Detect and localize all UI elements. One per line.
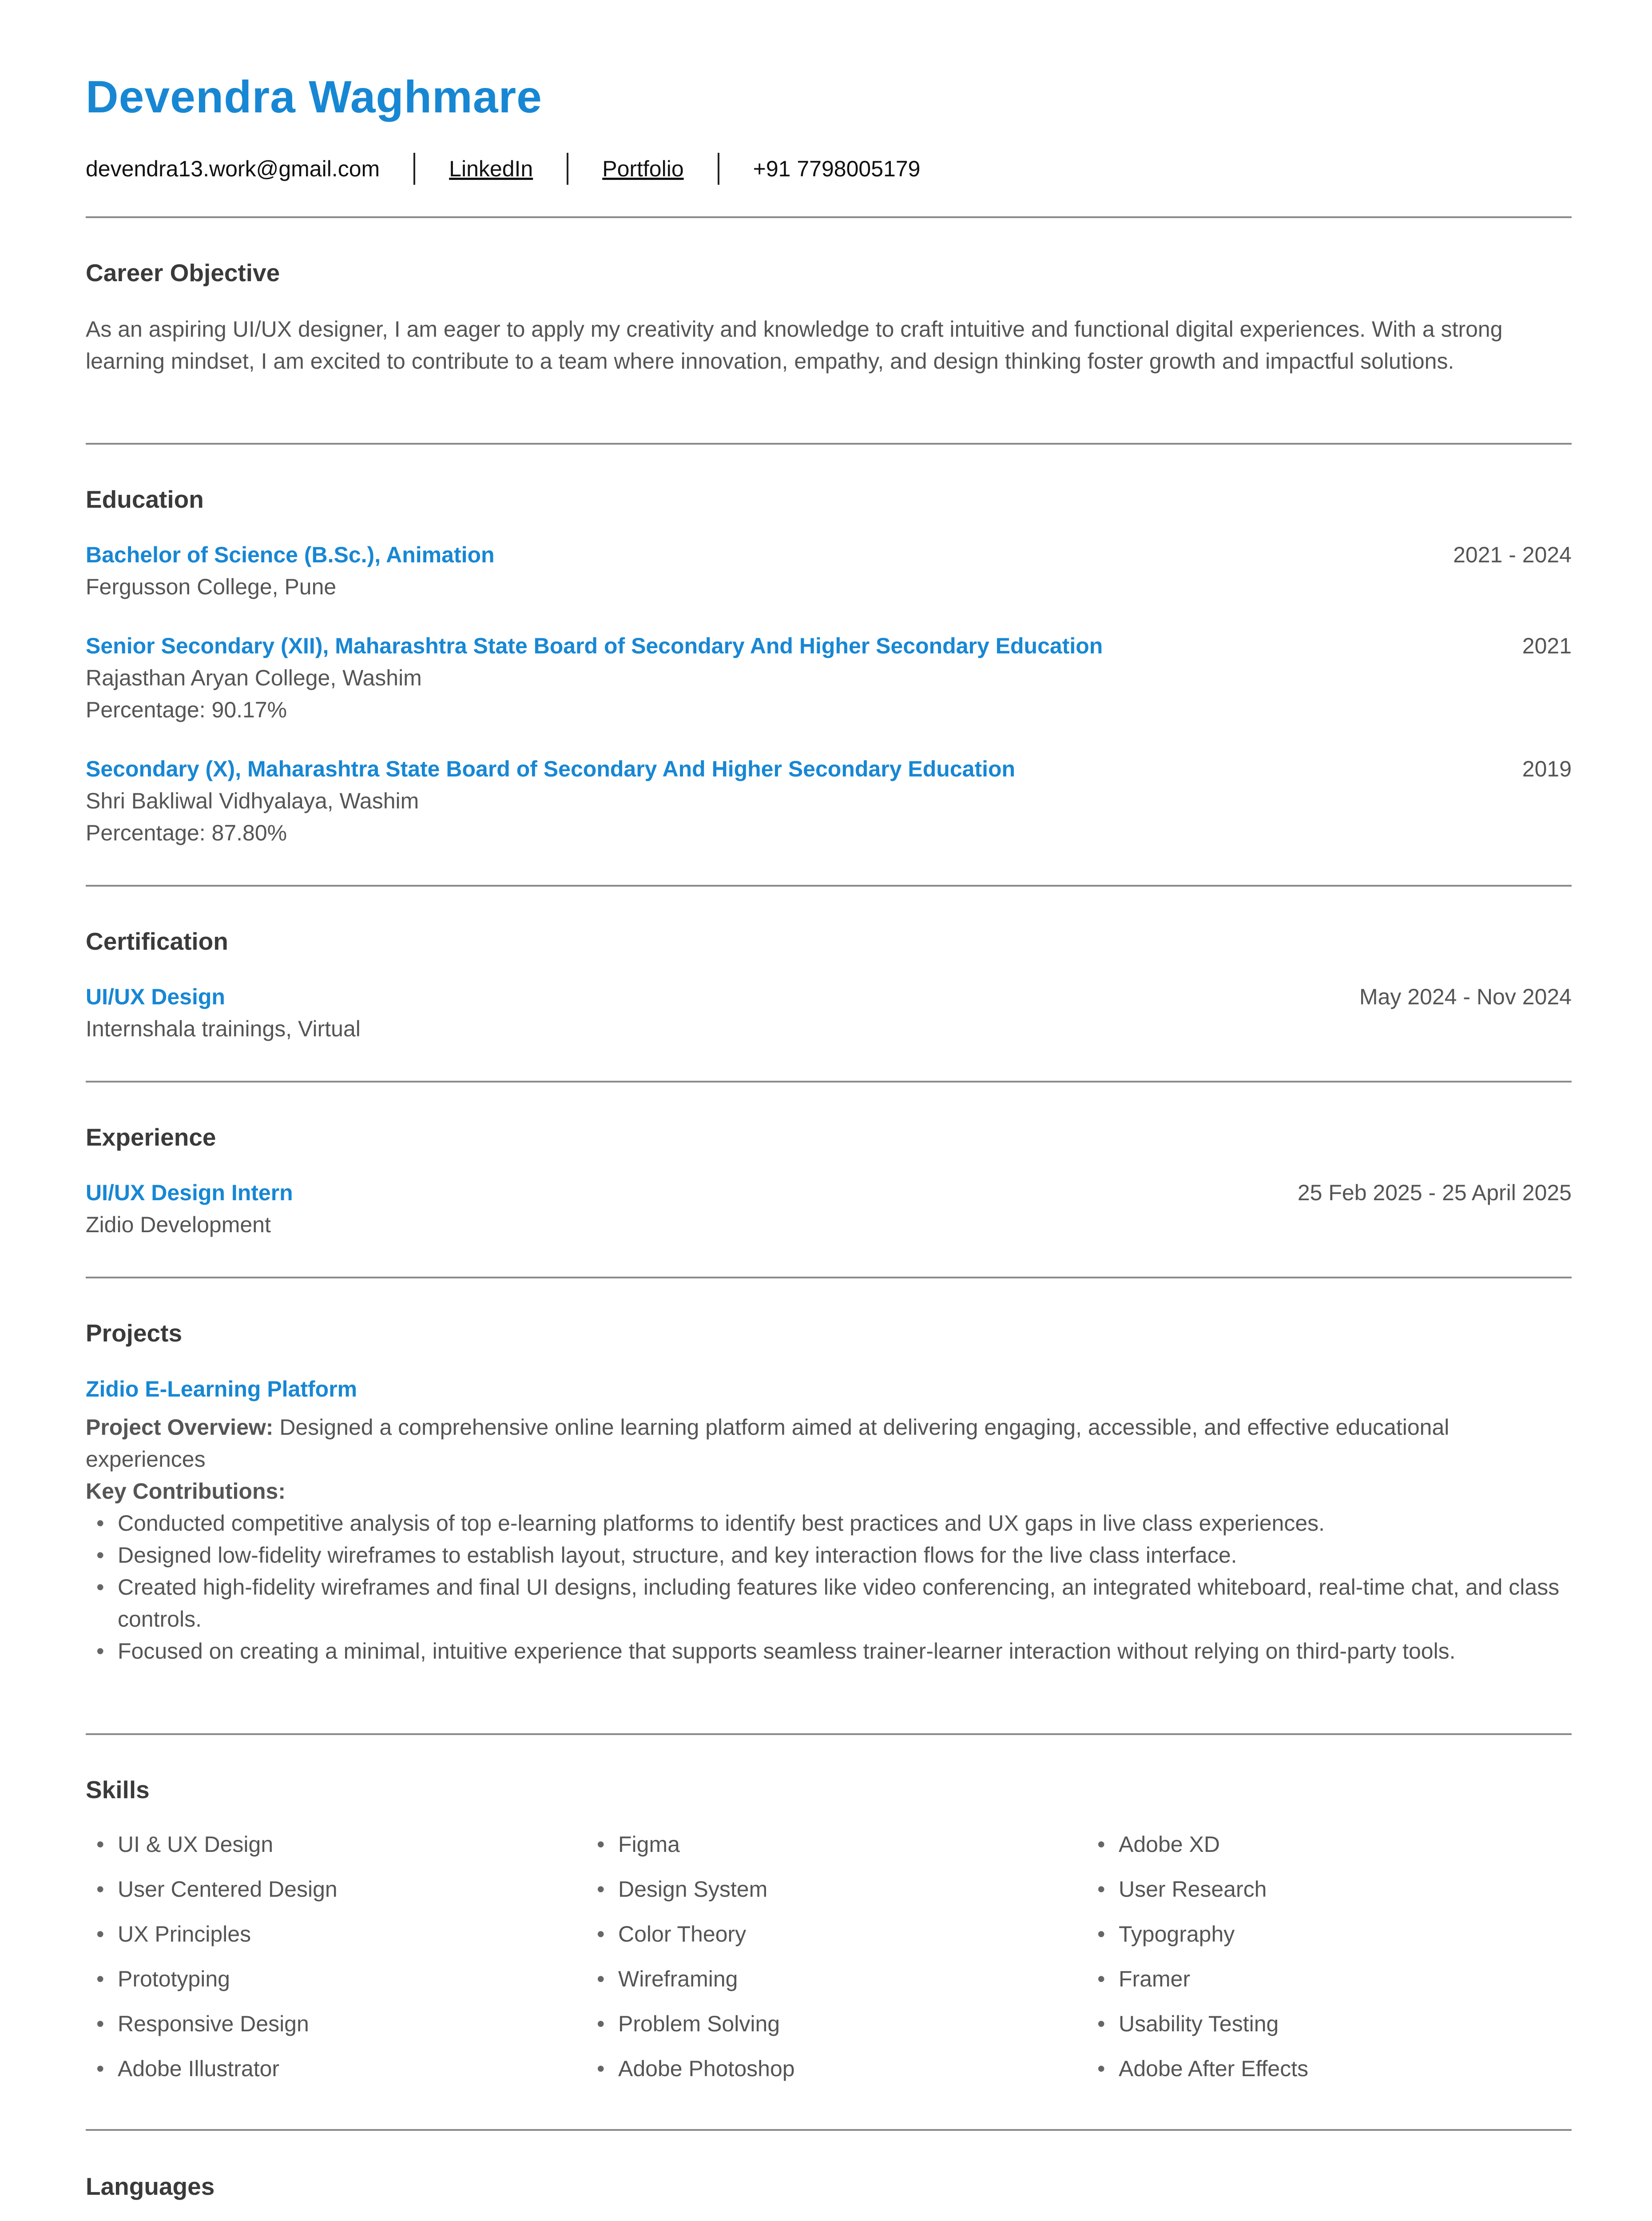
skill-item: • Prototyping — [86, 1966, 230, 1992]
skill-item: • Figma — [586, 1831, 680, 1857]
skill-item: • Framer — [1087, 1966, 1190, 1992]
section-divider — [86, 885, 1572, 887]
education-date: 2021 — [1522, 633, 1572, 658]
section-divider — [86, 443, 1572, 445]
experience-heading: Experience — [86, 1123, 216, 1151]
degree-title: Bachelor of Science (B.Sc.), Animation — [86, 542, 495, 567]
project-overview — [86, 1411, 1572, 1475]
contact-separator — [718, 153, 719, 185]
section-divider — [86, 1733, 1572, 1735]
projects-heading: Projects — [86, 1319, 183, 1347]
contact-separator — [567, 153, 568, 185]
certification-org: Internshala trainings, Virtual — [86, 1016, 361, 1041]
email-link[interactable]: devendra13.work@gmail.com — [86, 156, 380, 181]
education-date: 2021 - 2024 — [1453, 542, 1572, 567]
list-item: • Created high-fidelity wireframes and final UI designs, including features like video conferencing, an integrated whiteboard, real-time chat, and class controls. — [86, 1571, 1572, 1635]
skill-item: • Adobe Illustrator — [86, 2056, 279, 2082]
candidate-name: Devendra Waghmare — [86, 72, 542, 122]
experience-date: 25 Feb 2025 - 25 April 2025 — [1297, 1180, 1572, 1205]
certification-name: UI/UX Design — [86, 984, 225, 1009]
experience-item — [86, 1177, 1572, 1241]
education-heading: Education — [86, 486, 204, 513]
section-divider — [86, 1277, 1572, 1278]
skills-heading: Skills — [86, 1776, 150, 1803]
skill-item: • User Centered Design — [86, 1876, 338, 1902]
school-name: Fergusson College, Pune — [86, 574, 337, 599]
skill-item: • Problem Solving — [586, 2011, 780, 2037]
skill-item: • Design System — [586, 1876, 767, 1902]
project-overview-label: Project Overview: — [86, 1415, 274, 1440]
career-objective-text: As an aspiring UI/UX designer, I am eager to apply my creativity and knowledge to craft intuitive and functional digital experiences. With a strong learning mindset, I am excited to contribute to a team where innovation, empathy, and design thinking foster growth and impactful solutions. — [86, 317, 1503, 374]
skill-item: • Color Theory — [586, 1921, 746, 1947]
portfolio-link[interactable]: Portfolio — [602, 156, 684, 181]
key-contributions-text: Key Contributions: — [86, 1479, 286, 1504]
skill-item: • Usability Testing — [1087, 2011, 1279, 2037]
section-divider — [86, 1081, 1572, 1083]
languages-heading: Languages — [86, 2173, 215, 2200]
skills-grid — [86, 1831, 1572, 2098]
certification-heading: Certification — [86, 927, 228, 955]
list-item: • Conducted competitive analysis of top e-learning platforms to identify best practices and UX gaps in live class experiences. — [86, 1507, 1572, 1539]
skill-item: • UX Principles — [86, 1921, 251, 1947]
career-objective-heading: Career Objective — [86, 259, 280, 287]
project-name: Zidio E-Learning Platform — [86, 1377, 357, 1401]
experience-role: UI/UX Design Intern — [86, 1180, 293, 1205]
education-percentage: Percentage: 87.80% — [86, 820, 287, 845]
education-item — [86, 539, 1572, 603]
school-name: Rajasthan Aryan College, Washim — [86, 665, 422, 690]
skill-item: • Typography — [1087, 1921, 1235, 1947]
certification-item — [86, 981, 1572, 1045]
degree-title: Secondary (X), Maharashtra State Board of Secondary And Higher Secondary Education — [86, 756, 1016, 781]
section-divider — [86, 2129, 1572, 2131]
list-item: • Focused on creating a minimal, intuitive experience that supports seamless trainer-learner interaction without relying on third-party tools. — [86, 1635, 1572, 1667]
skill-item: • Responsive Design — [86, 2011, 309, 2037]
phone-number: +91 7798005179 — [753, 156, 921, 181]
certification-date: May 2024 - Nov 2024 — [1359, 984, 1572, 1009]
education-item — [86, 753, 1572, 849]
skill-item: • User Research — [1087, 1876, 1267, 1902]
education-item — [86, 630, 1572, 726]
education-date: 2019 — [1522, 756, 1572, 781]
key-contributions-label — [86, 1475, 1572, 1507]
education-percentage: Percentage: 90.17% — [86, 697, 287, 722]
section-divider — [86, 216, 1572, 218]
skill-item: • Wireframing — [586, 1966, 738, 1992]
contact-bar — [86, 151, 920, 187]
school-name: Shri Bakliwal Vidhyalaya, Washim — [86, 788, 419, 813]
linkedin-link[interactable]: LinkedIn — [449, 156, 533, 181]
degree-title: Senior Secondary (XII), Maharashtra State Board of Secondary And Higher Secondary Education — [86, 633, 1103, 658]
skill-item: • UI & UX Design — [86, 1831, 273, 1857]
project-overview-text: Designed a comprehensive online learning platform aimed at delivering engaging, accessible, and effective educational experiences — [86, 1415, 1449, 1472]
experience-company: Zidio Development — [86, 1212, 271, 1237]
skill-item: • Adobe XD — [1087, 1831, 1220, 1857]
contact-separator — [413, 153, 415, 185]
list-item: • Designed low-fidelity wireframes to establish layout, structure, and key interaction flows for the live class interface. — [86, 1539, 1572, 1571]
skill-item: • Adobe After Effects — [1087, 2056, 1308, 2082]
contributions-list — [86, 1507, 1572, 1667]
skill-item: • Adobe Photoshop — [586, 2056, 795, 2082]
project-item — [86, 1373, 1572, 1405]
